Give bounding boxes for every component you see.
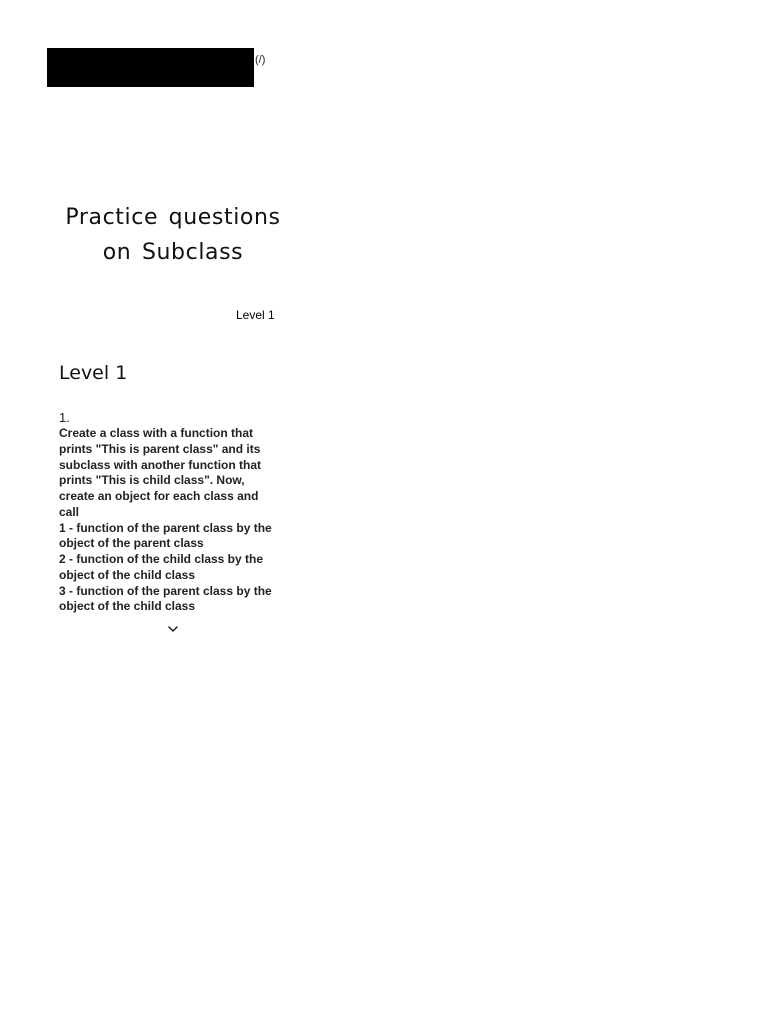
section-heading: Level 1 [59,362,128,384]
site-logo[interactable] [47,48,254,87]
question-item [59,409,274,615]
logo-home-link[interactable]: (/) [255,54,266,66]
page-title: Practice questions on Subclass [65,205,281,265]
chevron-down-icon [166,622,180,636]
question-text: Create a class with a function that prints "This is parent class" and its subclass with another function that prints "This is child class". Now, create an object for each class and call 1 - function of the parent class by the object of the parent class 2 - function of the child class by the object of the child class 3 - function of the parent class by the object of the child class [59,426,272,614]
level-1-nav-link[interactable]: Level 1 [236,308,275,322]
question-number: 1. [59,410,70,425]
expand-toggle-button[interactable] [166,622,180,636]
